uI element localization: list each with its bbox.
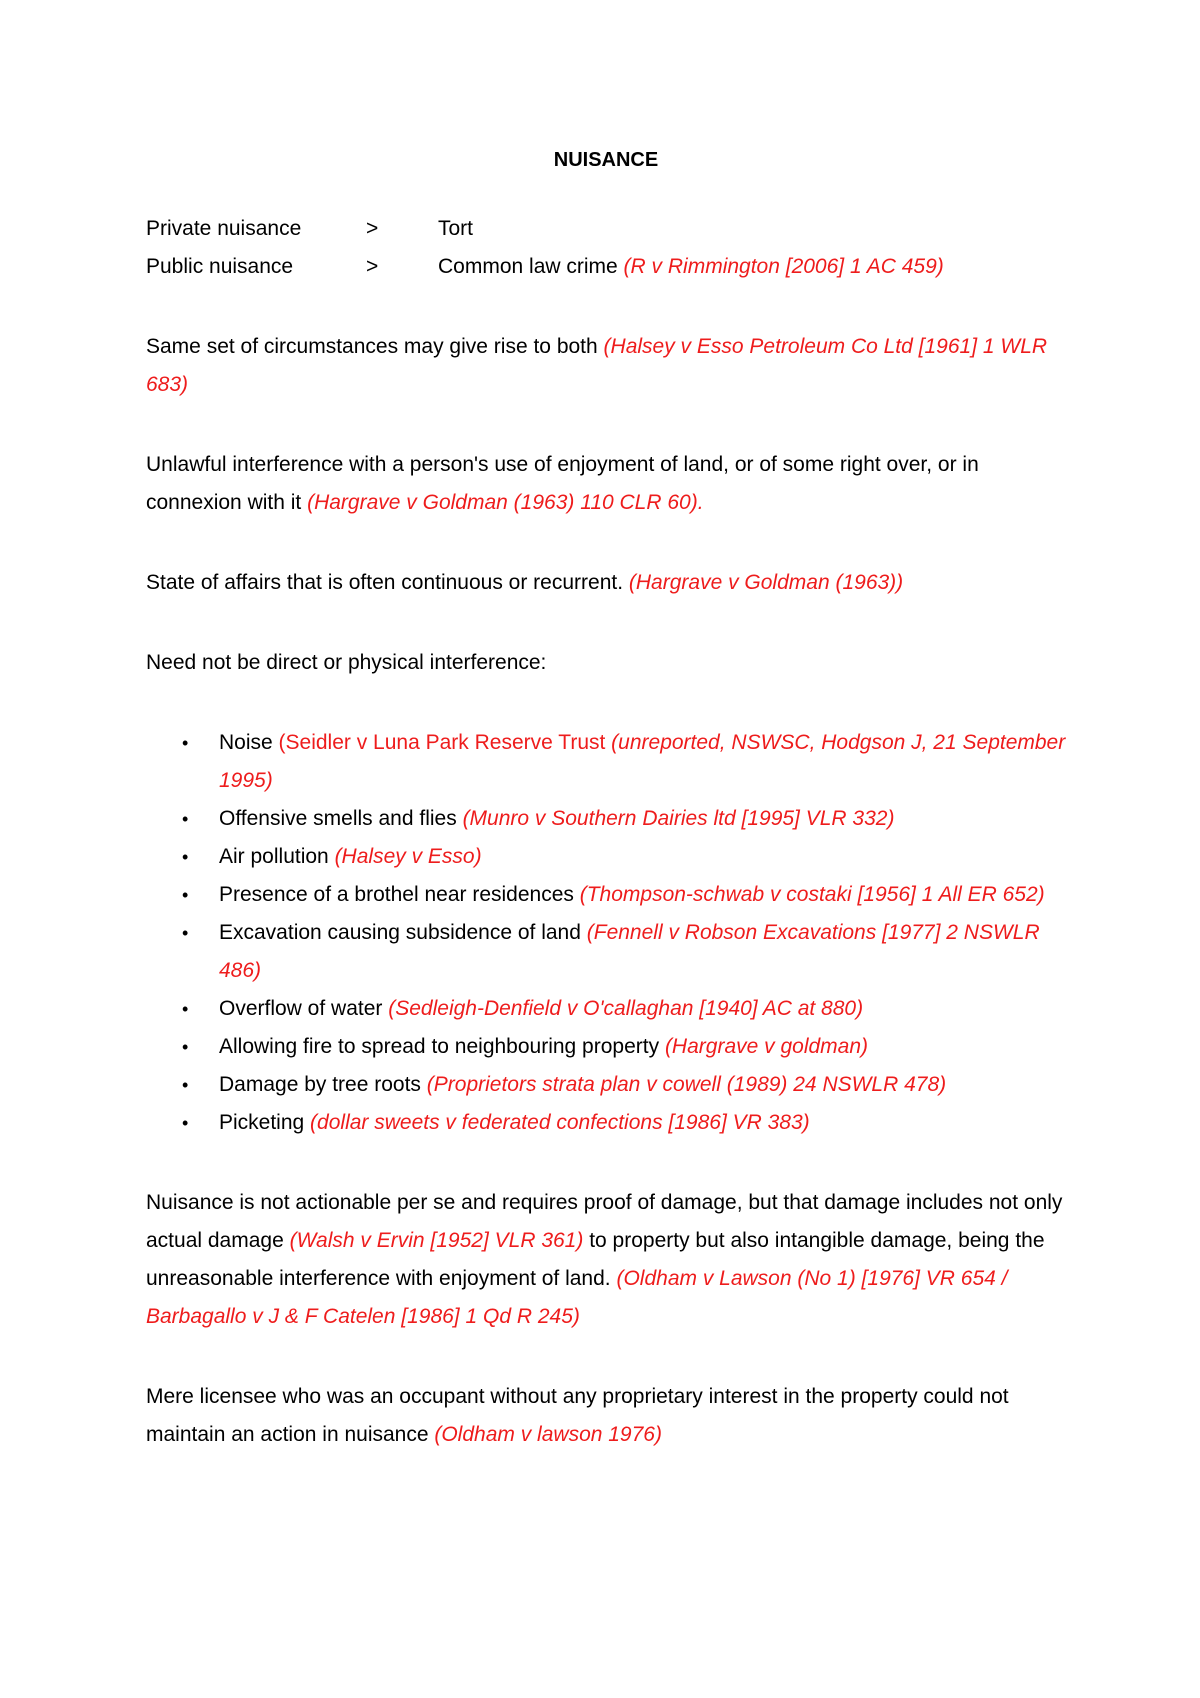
list-item-text: Air pollution (219, 845, 335, 868)
list-item-text: Picketing (219, 1111, 311, 1134)
list-item-text: Offensive smells and flies (219, 807, 463, 830)
case-citation: (Oldham v Lawson (No 1) [1976] VR 654 / Barbagallo v J & F Catelen [1986] 1 Qd R 245) (146, 1267, 1008, 1328)
bullet-icon: • (182, 809, 189, 829)
case-citation: (Hargrave v Goldman (1963) 110 CLR 60). (307, 491, 704, 514)
list-item (146, 838, 1066, 876)
list-item (146, 1066, 1066, 1104)
paragraph-both (146, 328, 1066, 404)
paragraph-text: to property but also intangible damage, being the unreasonable interference with enjoyment of land. (146, 1229, 1045, 1290)
list-item (146, 990, 1066, 1028)
list-item (146, 1104, 1066, 1142)
case-citation: (unreported, NSWSC, Hodgson J, 21 September 1995) (219, 731, 1066, 792)
definition-term: Private nuisance (146, 217, 302, 240)
list-item-text: Overflow of water (219, 997, 389, 1020)
case-citation: (Walsh v Ervin [1952] VLR 361) (289, 1229, 584, 1252)
definition-meaning-text: Common law crime (438, 255, 624, 278)
paragraph-text: State of affairs that is often continuous or recurrent. (146, 571, 629, 594)
list-item (146, 724, 1066, 800)
list-item-text: Noise (219, 731, 279, 754)
definition-term: Public nuisance (146, 255, 294, 278)
document-body (146, 146, 1066, 1454)
paragraph-interference (146, 644, 1066, 682)
case-citation: (Halsey v Esso Petroleum Co Ltd [1961] 1 WLR 683) (146, 335, 1048, 396)
arrow-symbol: > (366, 217, 379, 240)
list-item-text: Excavation causing subsidence of land (219, 921, 587, 944)
paragraph-text: Unlawful interference with a person's use of enjoyment of land, or of some right over, or in connexion with it (146, 453, 979, 514)
bullet-icon: • (182, 885, 189, 905)
list-item (146, 876, 1066, 914)
bullet-icon: • (182, 923, 189, 943)
paragraph-continuous (146, 564, 1066, 602)
case-citation: (Proprietors strata plan v cowell (1989) 24 NSWLR 478) (426, 1073, 947, 1096)
bullet-icon: • (182, 1075, 189, 1095)
document-title: NUISANCE (553, 149, 659, 171)
bullet-icon: • (182, 1113, 189, 1133)
definition-row (146, 210, 1066, 248)
paragraph-definition (146, 446, 1066, 522)
definition-meaning (438, 210, 1066, 248)
case-citation: (R v Rimmington [2006] 1 AC 459) (623, 255, 944, 278)
paragraph-licensee (146, 1378, 1066, 1454)
list-item (146, 800, 1066, 838)
list-item-text: Damage by tree roots (219, 1073, 427, 1096)
case-citation: (Thompson-schwab v costaki [1956] 1 All ER 652) (579, 883, 1045, 906)
bullet-icon: • (182, 733, 189, 753)
case-citation: (Hargrave v goldman) (664, 1035, 869, 1058)
arrow-symbol: > (366, 255, 379, 278)
definition-meaning-text: Tort (438, 217, 474, 240)
bullet-icon: • (182, 999, 189, 1019)
list-item (146, 1028, 1066, 1066)
bullet-icon: • (182, 1037, 189, 1057)
paragraph-text: Mere licensee who was an occupant without any proprietary interest in the property could not maintain an action in nuisance (146, 1385, 1009, 1446)
case-citation: (Fennell v Robson Excavations [1977] 2 NSWLR 486) (219, 921, 1040, 982)
case-citation: (Hargrave v Goldman (1963)) (628, 571, 904, 594)
list-item (146, 914, 1066, 990)
nuisance-types-table (146, 210, 1066, 286)
case-citation: (Munro v Southern Dairies ltd [1995] VLR 332) (462, 807, 895, 830)
bullet-icon: • (182, 847, 189, 867)
paragraph-text: Same set of circumstances may give rise to both (146, 335, 604, 358)
case-citation-plain: (Seidler v Luna Park Reserve Trust (278, 731, 612, 754)
paragraph-text: Nuisance is not actionable per se and requires proof of damage, but that damage includes not only actual damage (146, 1191, 1063, 1252)
definition-row (146, 248, 1066, 286)
case-citation: (dollar sweets v federated confections [1986] VR 383) (310, 1111, 810, 1134)
case-citation: (Sedleigh-Denfield v O'callaghan [1940] AC at 880) (388, 997, 864, 1020)
paragraph-text: Need not be direct or physical interference: (146, 651, 547, 674)
definition-meaning (438, 248, 1066, 286)
case-citation: (Halsey v Esso) (334, 845, 482, 868)
case-citation: (Oldham v lawson 1976) (434, 1423, 662, 1446)
list-item-text: Presence of a brothel near residences (219, 883, 580, 906)
examples-list (146, 724, 1066, 1142)
paragraph-damage (146, 1184, 1066, 1336)
list-item-text: Allowing fire to spread to neighbouring property (219, 1035, 665, 1058)
